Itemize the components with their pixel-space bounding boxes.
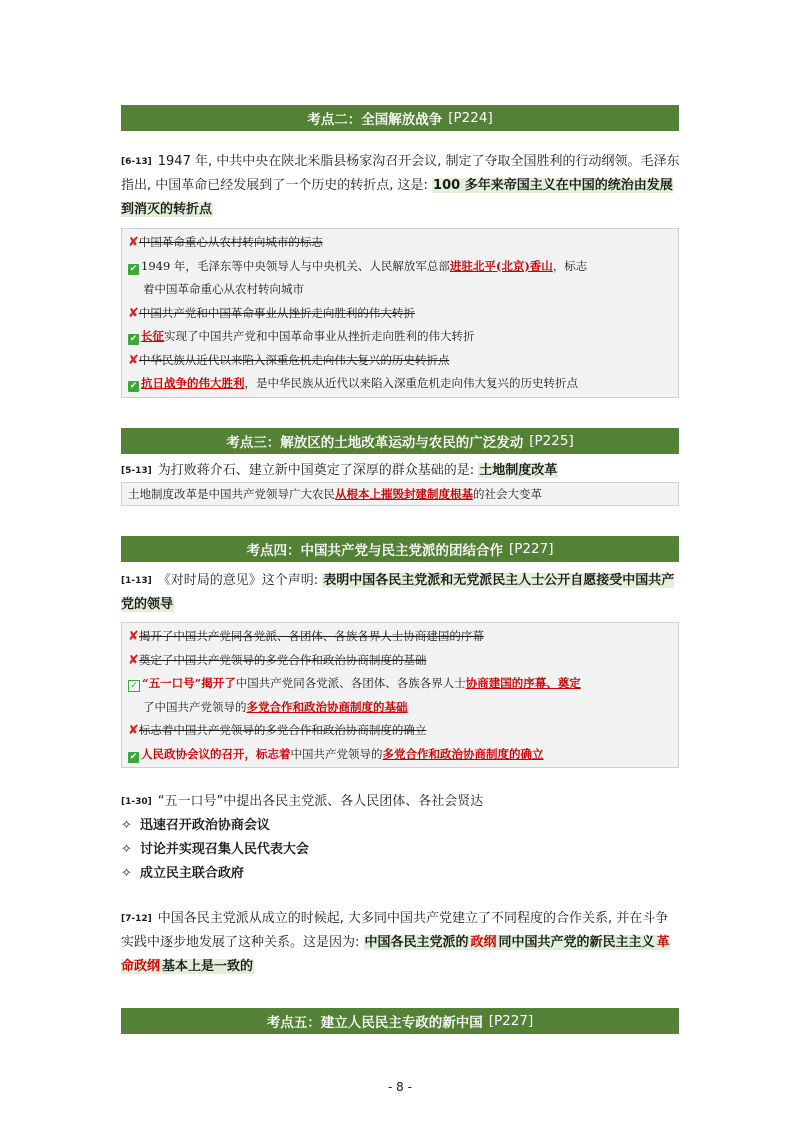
diamond-bullet-icon: ✧ bbox=[121, 842, 132, 857]
section-ref: [P224] bbox=[448, 110, 493, 126]
section-header-2 bbox=[121, 105, 679, 131]
answer-highlight: 100 多年来帝国主义在中国的统治由发展到消灭的转折点 bbox=[121, 178, 673, 217]
question-1-30 bbox=[121, 790, 681, 814]
option-wrong: ✘中华民族从近代以来陷入深重危机走向伟大复兴的历史转折点 bbox=[128, 352, 450, 368]
question-tag: [7-12] bbox=[121, 914, 152, 924]
option-wrong: ✘奠定了中国共产党领导的多党合作和政治协商制度的基础 bbox=[128, 652, 427, 668]
section-header-3 bbox=[121, 428, 679, 454]
cross-icon: ✘ bbox=[128, 305, 139, 321]
answer-highlight: 表明中国各民主党派和无党派民主人士公开自愿接受中国共产党的领导 bbox=[121, 573, 675, 612]
section-ref: [P227] bbox=[488, 1013, 534, 1029]
section-title: 考点四：中国共产党与民主党派的团结合作 bbox=[246, 543, 504, 559]
options-box-6-13 bbox=[121, 228, 679, 398]
list-item: ✧ 成立民主联合政府 bbox=[121, 866, 244, 881]
question-6-13 bbox=[121, 150, 681, 222]
section-ref: [P225] bbox=[529, 433, 574, 449]
option-wrong: ✘中国共产党和中国革命事业从挫折走向胜利的伟大转折 bbox=[128, 305, 415, 321]
section-header-4 bbox=[121, 536, 679, 562]
option-correct: ✔ 抗日战争的伟大胜利，是中华民族从近代以来陷入深重危机走向伟大复兴的历史转折点 bbox=[129, 376, 578, 391]
question-1-13 bbox=[121, 569, 681, 617]
cross-icon: ✘ bbox=[128, 723, 139, 738]
list-item: ✧ 讨论并实现召集人民代表大会 bbox=[121, 842, 309, 857]
option-wrong: ✘标志着中国共产党领导的多党合作和政治协商制度的确立 bbox=[128, 723, 427, 738]
list-item: ✧ 迅速召开政治协商会议 bbox=[121, 818, 270, 833]
option-correct: ✓ “五一口号”揭开了中国共产党同各党派、各团体、各族各界人士协商建国的序幕、奠定 bbox=[128, 672, 672, 696]
question-tag: [6-13] bbox=[121, 157, 152, 167]
question-tag: [1-30] bbox=[121, 797, 152, 807]
diamond-bullet-icon: ✧ bbox=[121, 866, 132, 881]
options-box-1-13 bbox=[121, 622, 679, 768]
question-text: “五一口号”中提出各民主党派、各人民团体、各社会贤达 bbox=[157, 794, 484, 809]
note-box-5-13: 土地制度改革是中国共产党领导广大农民从根本上摧毁封建制度根基的社会大变革 bbox=[121, 482, 679, 506]
page-number: - 8 - bbox=[388, 1080, 412, 1094]
question-text: 中国各民主党派从成立的时候起, 大多同中国共产党建立了不同程度的合作关系, 并在斗争实践中逐步地发展了这种关系。这是因为: bbox=[121, 911, 669, 950]
cross-icon: ✘ bbox=[128, 235, 139, 250]
section-ref: [P227] bbox=[509, 541, 554, 557]
cross-icon: ✘ bbox=[128, 652, 139, 668]
option-correct: ✔ 长征实现了中国共产党和中国革命事业从挫折走向胜利的伟大转折 bbox=[129, 329, 475, 344]
section-header-5 bbox=[121, 1008, 679, 1034]
section-title: 考点五：建立人民民主专政的新中国 bbox=[266, 1015, 483, 1031]
option-continuation: 了中国共产党领导的多党合作和政治协商制度的基础 bbox=[143, 699, 408, 714]
cross-icon: ✘ bbox=[128, 629, 139, 644]
option-wrong: ✘中国革命重心从农村转向城市的标志 bbox=[128, 235, 323, 250]
bullet-list bbox=[121, 814, 681, 886]
section-title: 考点二：全国解放战争 bbox=[307, 112, 443, 128]
option-wrong: ✘揭开了中国共产党同各党派、各团体、各族各界人士协商建国的序幕 bbox=[128, 629, 484, 644]
question-text: 为打败蒋介石、建立新中国奠定了深厚的群众基础的是: bbox=[157, 463, 479, 478]
question-7-12: [7-12] 中国各民主党派从成立的时候起, 大多同中国共产党建立了不同程度的合作关系, 并在斗争实践中逐步地发展了这种关系。这是因为: 中国各民主党派的 政纲 同中国共产党的新民主主义 革命政纲 基本上是一致的 bbox=[121, 911, 670, 974]
check-icon: ✓ bbox=[128, 680, 140, 692]
question-tag: [1-13] bbox=[121, 576, 152, 586]
question-text: 1947 年, 中共中央在陕北米脂县杨家沟召开会议, 制定了夺取全国胜利的行动纲领。毛泽东指出, 中国革命已经发展到了一个历史的转折点, 这是: bbox=[121, 154, 680, 193]
section-title: 考点三：解放区的土地改革运动与农民的广泛发动 bbox=[226, 435, 524, 451]
check-icon: ✔ bbox=[129, 263, 138, 274]
option-continuation: 着中国革命重心从农村转向城市 bbox=[143, 282, 304, 296]
question-5-13 bbox=[121, 459, 681, 483]
question-tag: [5-13] bbox=[121, 466, 152, 476]
diamond-bullet-icon: ✧ bbox=[121, 818, 132, 833]
check-icon: ✔ bbox=[129, 751, 138, 762]
check-icon: ✔ bbox=[129, 381, 138, 391]
option-correct: ✔ 人民政协会议的召开，标志着中国共产党领导的多党合作和政治协商制度的确立 bbox=[129, 746, 544, 762]
answer-highlight: 土地制度改革 bbox=[479, 463, 558, 478]
question-text: 《对时局的意见》这个声明: bbox=[157, 573, 323, 588]
option-correct: ✔ 1949 年，毛泽东等中央领导人与中央机关、人民解放军总部进驻北平(北京)香山，标志 bbox=[129, 258, 588, 274]
check-icon: ✔ bbox=[129, 334, 138, 344]
cross-icon: ✘ bbox=[128, 352, 139, 368]
